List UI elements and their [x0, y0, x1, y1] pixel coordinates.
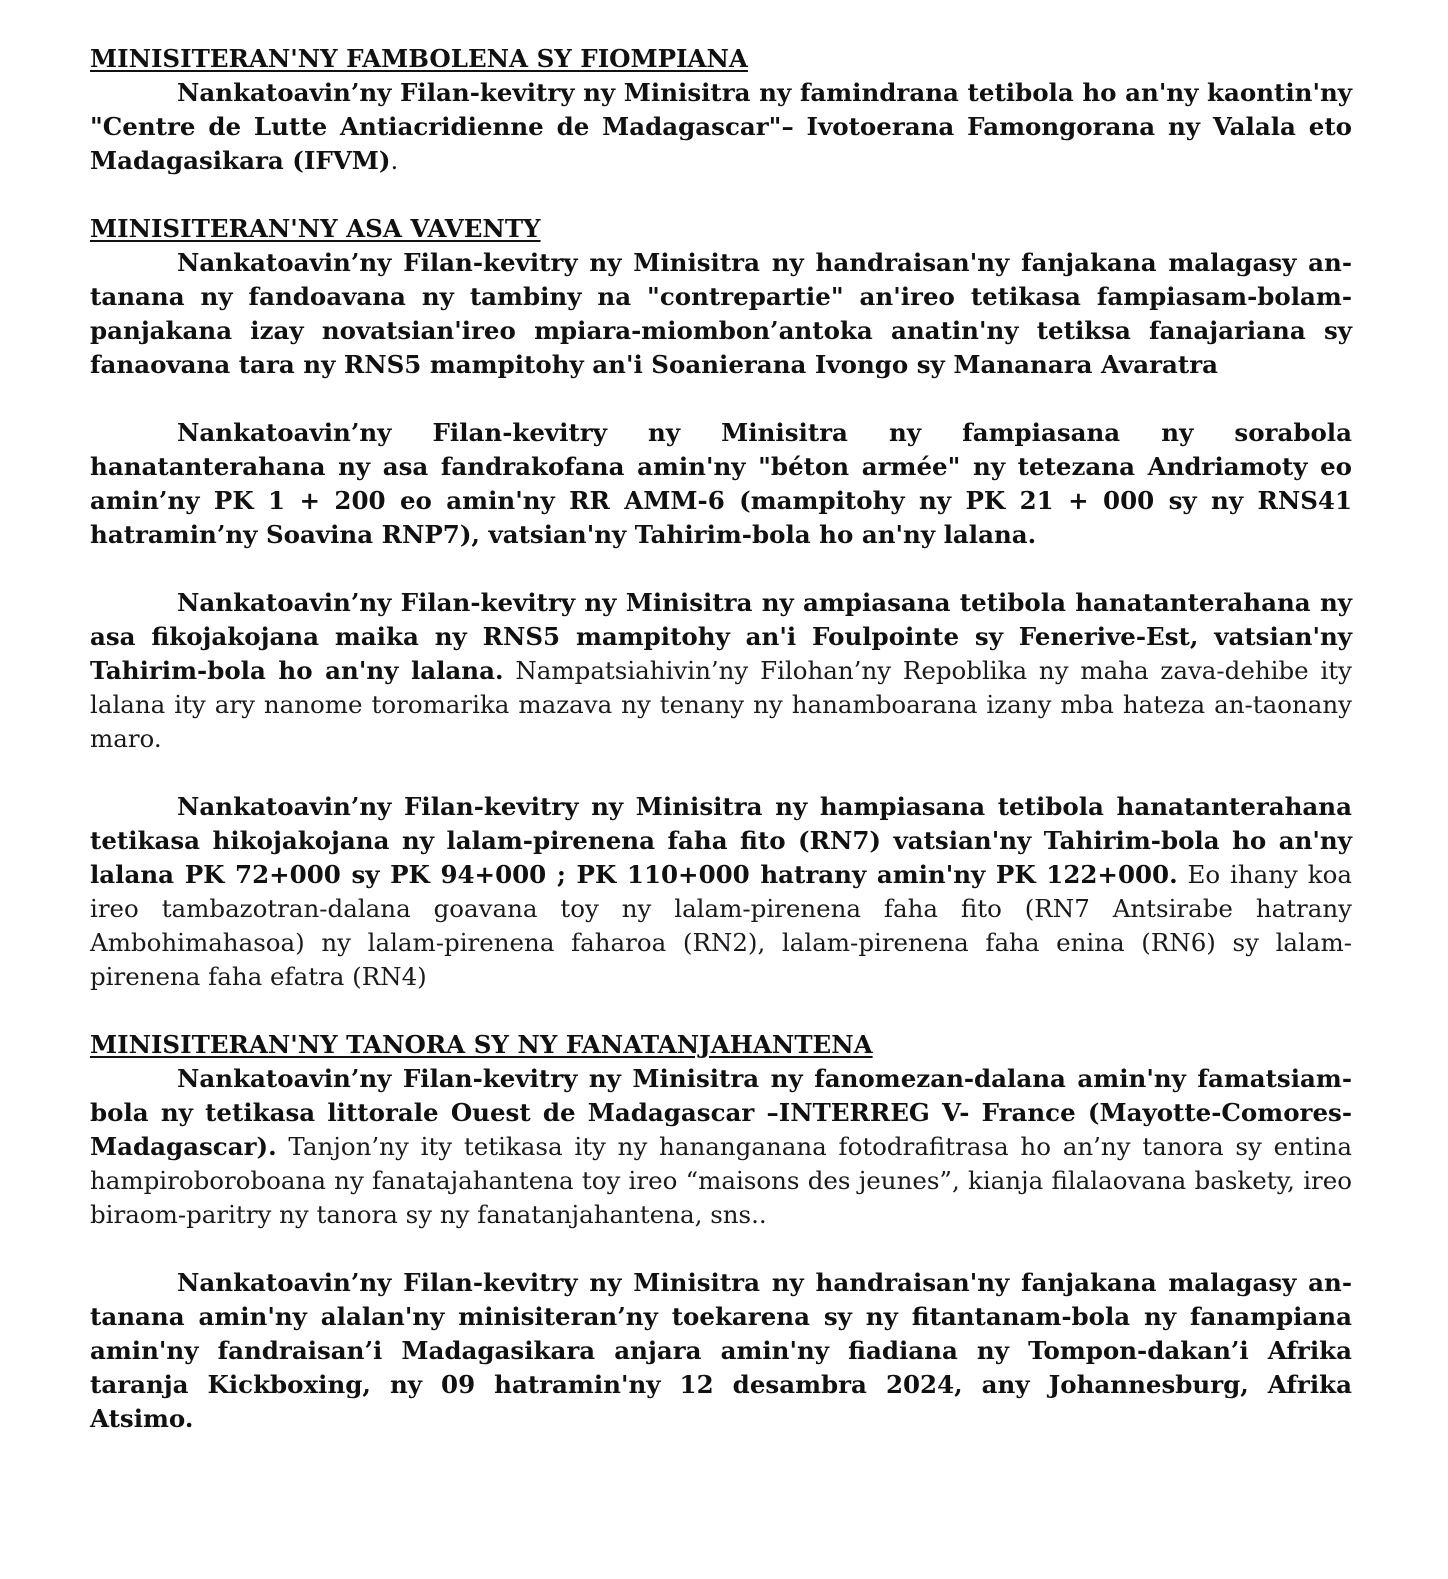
spacer: [90, 382, 1352, 416]
paragraph: [90, 790, 1352, 994]
spacer: [90, 756, 1352, 790]
paragraph: [90, 416, 1352, 552]
paragraph-bold-text: Nankatoavin’ny Filan-kevitry ny Minisitra ny handraisan'ny fanjakana malagasy an-tanana amin'ny alalan'ny minisiteran’ny toekarena sy ny fitantanam-bola ny fanampiana amin'ny fandraisan’i Madagasikara anjara amin'ny fiadiana ny Tompon-dakan’i Afrika taranja Kickboxing, ny 09 hatramin'ny 12 desambra 2024, any Johannesburg, Afrika Atsimo.: [90, 1268, 1352, 1433]
paragraph-regular-text: Nampatsiahivin’ny Filohan’ny Repoblika ny maha zava-dehibe ity lalana ity ary nanome toromarika mazava ny tenany ny hanamboarana izany mba hateza an-taonany maro.: [90, 656, 1352, 753]
paragraph: [90, 246, 1352, 382]
paragraph-regular-text: Tanjon’ny ity tetikasa ity ny hananganana fotodrafitrasa ho an’ny tanora sy entina hampiroboroboana ny fanatajahantena toy ireo “maisons des jeunes”, kianja filalaovana baskety, ireo biraom-paritry ny tanora sy ny fanatanjahantena, sns..: [90, 1132, 1352, 1229]
paragraph: [90, 1062, 1352, 1232]
spacer: [90, 552, 1352, 586]
section-heading: MINISITERAN'NY FAMBOLENA SY FIOMPIANA: [90, 44, 748, 73]
section-heading: MINISITERAN'NY ASA VAVENTY: [90, 214, 541, 243]
section-heading: MINISITERAN'NY TANORA SY NY FANATANJAHANTENA: [90, 1030, 873, 1059]
paragraph-regular-text: .: [390, 146, 399, 175]
section-asa-vaventy: [90, 212, 1352, 994]
section-tanora: [90, 1028, 1352, 1436]
paragraph-bold-text: Nankatoavin’ny Filan-kevitry ny Minisitra ny ampiasana tetibola hanatanterahana ny asa fikojakojana maika ny RNS5 mampitohy an'i Foulpointe sy Fenerive-Est, vatsian'ny Tahirim-bola ho an'ny lalana.: [90, 588, 1352, 685]
paragraph: [90, 586, 1352, 756]
paragraph-bold-text: Nankatoavin’ny Filan-kevitry ny Minisitra ny fampiasana ny sorabola hanatanterahana ny asa fandrakofana amin'ny "béton armée" ny tetezana Andriamoty eo amin’ny PK 1 + 200 eo amin'ny RR AMM-6 (mampitohy ny PK 21 + 000 sy ny RNS41 hatramin’ny Soavina RNP7), vatsian'ny Tahirim-bola ho an'ny lalana.: [90, 418, 1352, 549]
spacer: [90, 1232, 1352, 1266]
spacer: [90, 994, 1352, 1028]
paragraph-bold-text: Nankatoavin’ny Filan-kevitry ny Minisitra ny famindrana tetibola ho an'ny kaontin'ny "Centre de Lutte Antiacridienne de Madagascar"– Ivotoerana Famongorana ny Valala eto Madagasikara (IFVM): [90, 78, 1352, 175]
document-page: [90, 42, 1352, 1436]
spacer: [90, 178, 1352, 212]
paragraph-bold-text: Nankatoavin’ny Filan-kevitry ny Minisitra ny hampiasana tetibola hanatanterahana tetikasa hikojakojana ny lalam-pirenena faha fito (RN7) vatsian'ny Tahirim-bola ho an'ny lalana PK 72+000 sy PK 94+000 ; PK 110+000 hatrany amin'ny PK 122+000.: [90, 792, 1352, 889]
paragraph-regular-text: Eo ihany koa ireo tambazotran-dalana goavana toy ny lalam-pirenena faha fito (RN7 Antsirabe hatrany Ambohimahasoa) ny lalam-pirenena faharoa (RN2), lalam-pirenena faha enina (RN6) sy lalam-pirenena faha efatra (RN4): [90, 860, 1352, 991]
section-fambolena: [90, 42, 1352, 178]
paragraph-bold-text: Nankatoavin’ny Filan-kevitry ny Minisitra ny fanomezan-dalana amin'ny famatsiam-bola ny tetikasa littorale Ouest de Madagascar –INTERREG V- France (Mayotte-Comores-Madagascar).: [90, 1064, 1352, 1161]
paragraph-bold-text: Nankatoavin’ny Filan-kevitry ny Minisitra ny handraisan'ny fanjakana malagasy an-tanana ny fandoavana ny tambiny na "contrepartie" an'ireo tetikasa fampiasam-bolam-panjakana izay novatsian'ireo mpiara-miombon’antoka anatin'ny tetiksa fanajariana sy fanaovana tara ny RNS5 mampitohy an'i Soanierana Ivongo sy Mananara Avaratra: [90, 248, 1352, 379]
paragraph: [90, 1266, 1352, 1436]
paragraph: [90, 76, 1352, 178]
